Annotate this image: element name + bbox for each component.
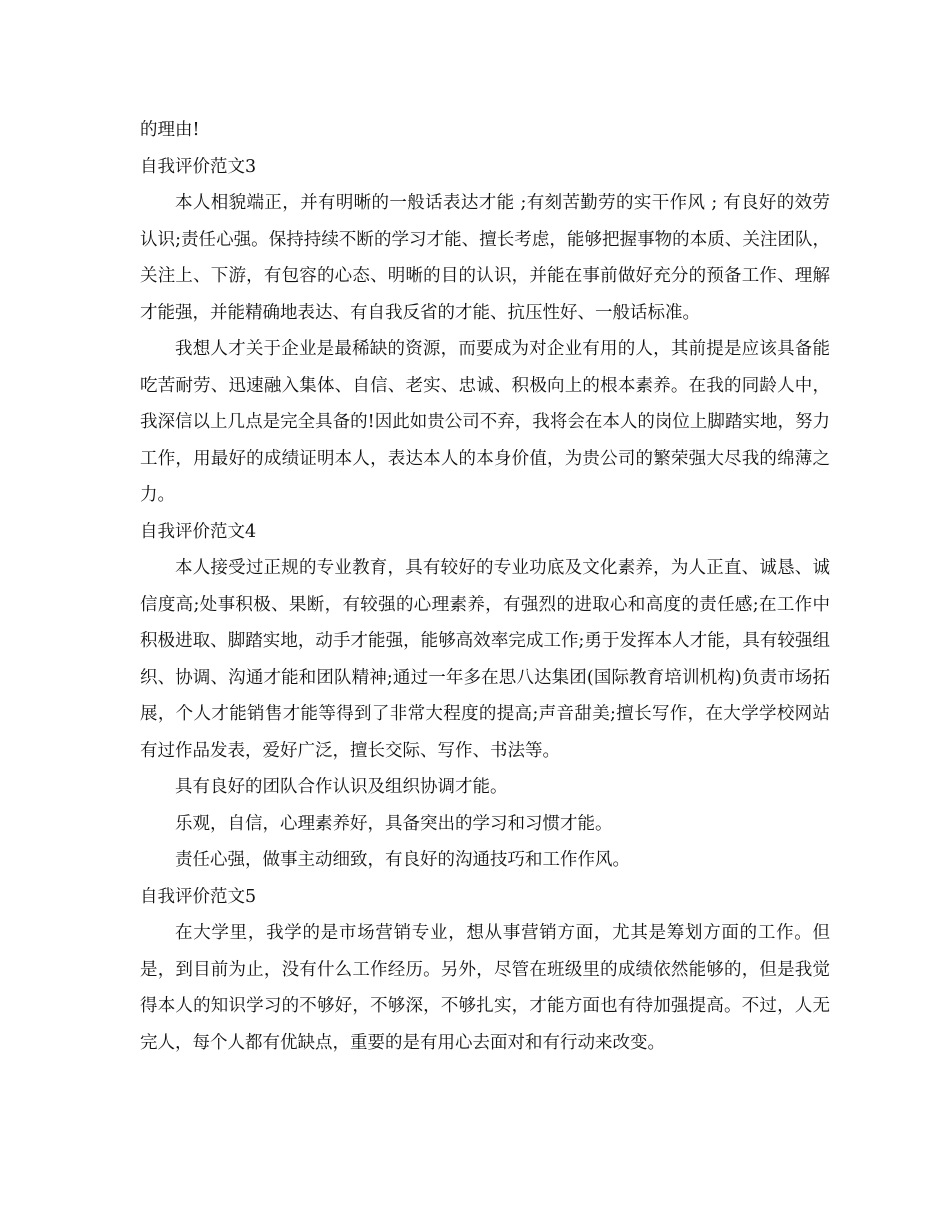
paragraph-example-3-b: 我想人才关于企业是最稀缺的资源，而要成为对企业有用的人，其前提是应该具备能吃苦耐劳、迅速融入集体、自信、老实、忠诚、积极向上的根本素养。在我的同龄人中，我深信以上几点是完全具备的!因此如贵公司不弃，我将会在本人的岗位上脚踏实地，努力工作，用最好的成绩证明本人，表达本人的本身价值，为贵公司的繁荣强大尽我的绵薄之力。 <box>140 339 830 505</box>
section-heading-3: 自我评价范文3 <box>140 156 257 177</box>
paragraph-continuation: 的理由! <box>140 120 200 140</box>
paragraph-example-4-c: 乐观，自信，心理素养好，具备突出的学习和习惯才能。 <box>175 813 613 834</box>
paragraph-example-4-d: 责任心强，做事主动细致，有良好的沟通技巧和工作作风。 <box>175 850 630 870</box>
document-page <box>140 112 830 1061</box>
section-heading-5: 自我评价范文5 <box>140 886 257 907</box>
section-heading-4: 自我评价范文4 <box>140 521 257 542</box>
paragraph-example-3-a: 本人相貌端正，并有明晰的一般话表达才能 ;有刻苦勤劳的实干作风 ; 有良好的效劳认识;责任心强。保持持续不断的学习才能、擅长考虑，能够把握事物的本质、关注团队，关注上、下游，有包容的心态、明晰的目的认识，并能在事前做好充分的预备工作、理解才能强，并能精确地表达、有自我反省的才能、抗压性好、一般话标准。 <box>140 193 830 323</box>
paragraph-example-4-b: 具有良好的团队合作认识及组织协调才能。 <box>175 777 508 797</box>
paragraph-example-5-a: 在大学里，我学的是市场营销专业，想从事营销方面，尤其是筹划方面的工作。但是，到目前为止，没有什么工作经历。另外，尽管在班级里的成绩依然能够的，但是我觉得本人的知识学习的不够好，不够深，不够扎实，才能方面也有待加强提高。不过，人无完人，每个人都有优缺点，重要的是有用心去面对和有行动来改变。 <box>140 923 830 1053</box>
paragraph-example-4-a: 本人接受过正规的专业教育，具有较好的专业功底及文化素养，为人正直、诚恳、诚信度高;处事积极、果断，有较强的心理素养，有强烈的进取心和高度的责任感;在工作中积极进取、脚踏实地，动手才能强，能够高效率完成工作;勇于发挥本人才能，具有较强组织、协调、沟通才能和团队精神;通过一年多在思八达集团(国际教育培训机构)负责市场拓展，个人才能销售才能等得到了非常大程度的提高;声音甜美;擅长写作，在大学学校网站有过作品发表，爱好广泛，擅长交际、写作、书法等。 <box>140 558 830 761</box>
